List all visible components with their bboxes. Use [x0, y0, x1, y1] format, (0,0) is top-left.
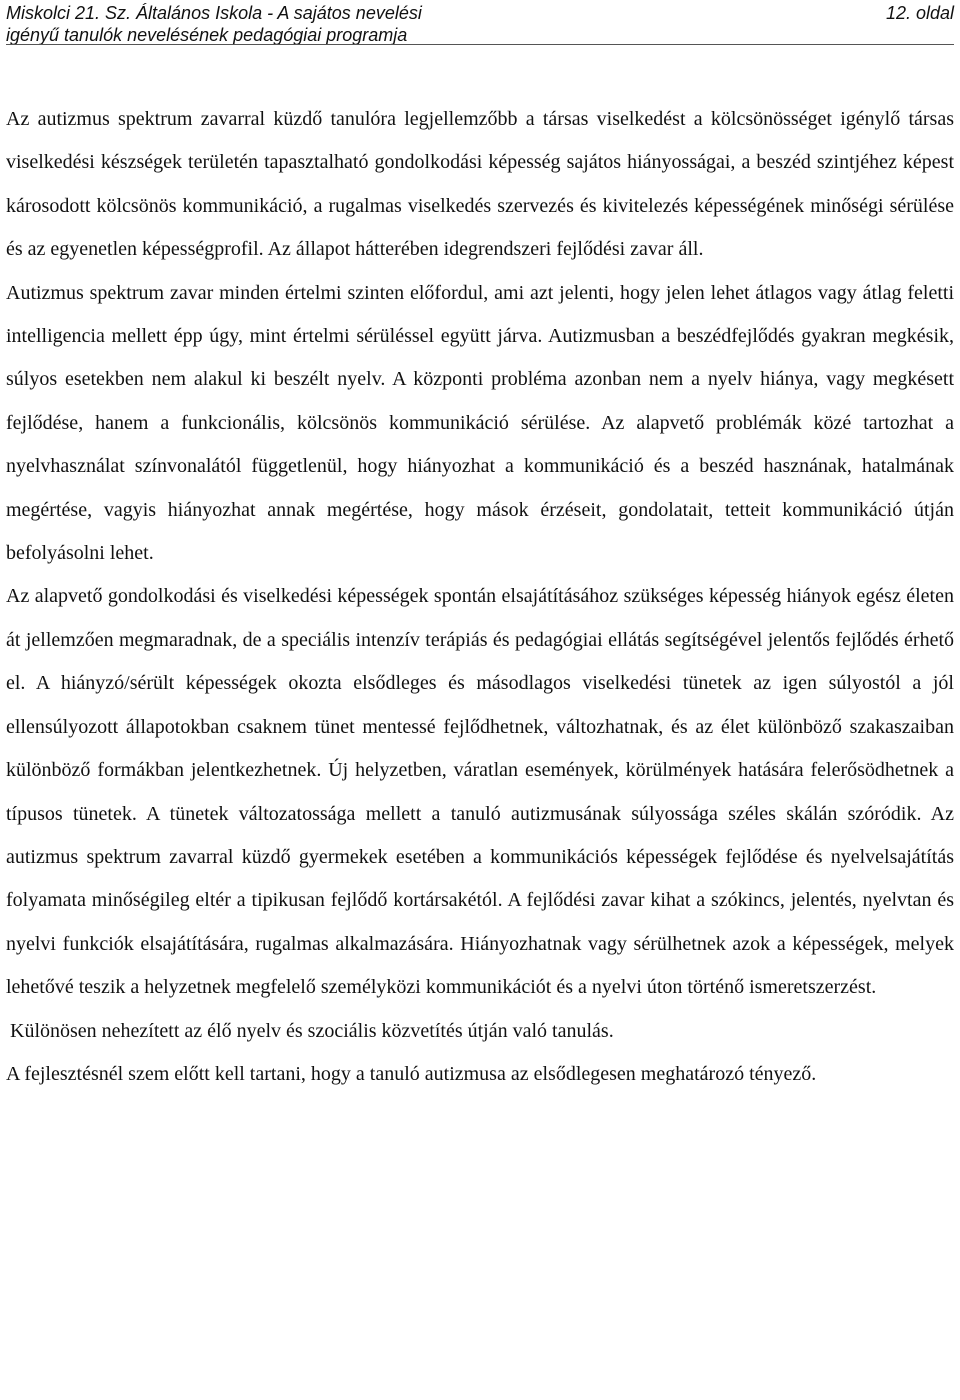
document-title-line-2: igényű tanulók nevelésének pedagógiai programja — [6, 25, 408, 45]
document-title-line-1: Miskolci 21. Sz. Általános Iskola - A sajátos nevelési — [6, 3, 422, 23]
paragraph-5: A fejlesztésnél szem előtt kell tartani, hogy a tanuló autizmusa az elsődlegesen meghatározó tényező. — [6, 1062, 817, 1085]
paragraph-4: Különösen nehezített az élő nyelv és szociális közvetítés útján való tanulás. — [10, 1019, 614, 1042]
page-number: 12. oldal — [885, 3, 954, 23]
page-header — [6, 2, 954, 46]
paragraph-1: Az autizmus spektrum zavarral küzdő tanulóra legjellemzőbb a társas viselkedést a kölcsönösséget igénylő társas viselkedési készségek területén tapasztalható gondolkodási képesség sajátos hiányosságai, a beszéd szintjéhez képest károsodott kölcsönös kommunikáció, a rugalmas viselkedés szervezés és kivitelezés képességének minőségi sérülése és az egyenetlen képességprofil. Az állapot hátterében idegrendszeri fejlődési zavar áll. — [6, 108, 954, 261]
document-title — [6, 2, 706, 46]
paragraph-2: Autizmus spektrum zavar minden értelmi szinten előfordul, ami azt jelenti, hogy jelen lehet átlagos vagy átlag feletti intelligencia mellett épp úgy, mint értelmi sérüléssel együtt járva. Autizmusban a beszédfejlődés gyakran megkésik, súlyos esetekben nem alakul ki beszélt nyelv. A központi probléma azonban nem a nyelv hiánya, vagy megkésett fejlődése, hanem a funkcionális, kölcsönös kommunikáció sérülése. Az alapvető problémák közé tartozhat a nyelvhasználat színvonalától függetlenül, hogy hiányozhat a kommunikáció és a beszéd hasznának, hatalmának megértése, vagyis hiányozhat annak megértése, hogy mások érzéseit, gondolatait, tetteit kommunikáció útján befolyásolni lehet. — [6, 281, 954, 565]
document-body — [6, 98, 954, 1096]
header-divider — [6, 44, 954, 45]
paragraph-3: Az alapvető gondolkodási és viselkedési képességek spontán elsajátításához szükséges képesség hiányok egész életen át jellemzően megmaradnak, de a speciális intenzív terápiás és pedagógiai ellátás segítségével jelentős fejlődés érhető el. A hiányzó/sérült képességek okozta elsődleges és másodlagos viselkedési tünetek az igen súlyostól a jól ellensúlyozott állapotokban csaknem tünet mentessé fejlődhetnek, változhatnak, és az élet különböző szakaszaiban különböző formákban jelentkezhetnek. Új helyzetben, váratlan események, körülmények hatására felerősödhetnek a típusos tünetek. A tünetek változatossága mellett a tanuló autizmusának súlyossága széles skálán szóródik. Az autizmus spektrum zavarral küzdő gyermekek esetében a kommunikációs képességek fejlődése és nyelvelsajátítás folyamata minőségileg eltér a tipikusan fejlődő kortársakétól. A fejlődési zavar kihat a szókincs, jelentés, nyelvtan és nyelvi funkciók elsajátítására, rugalmas alkalmazására. Hiányozhatnak vagy sérülhetnek azok a képességek, melyek lehetővé teszik a helyzetnek megfelelő személyközi kommunikációt és a nyelvi úton történő ismeretszerzést. — [6, 585, 954, 999]
